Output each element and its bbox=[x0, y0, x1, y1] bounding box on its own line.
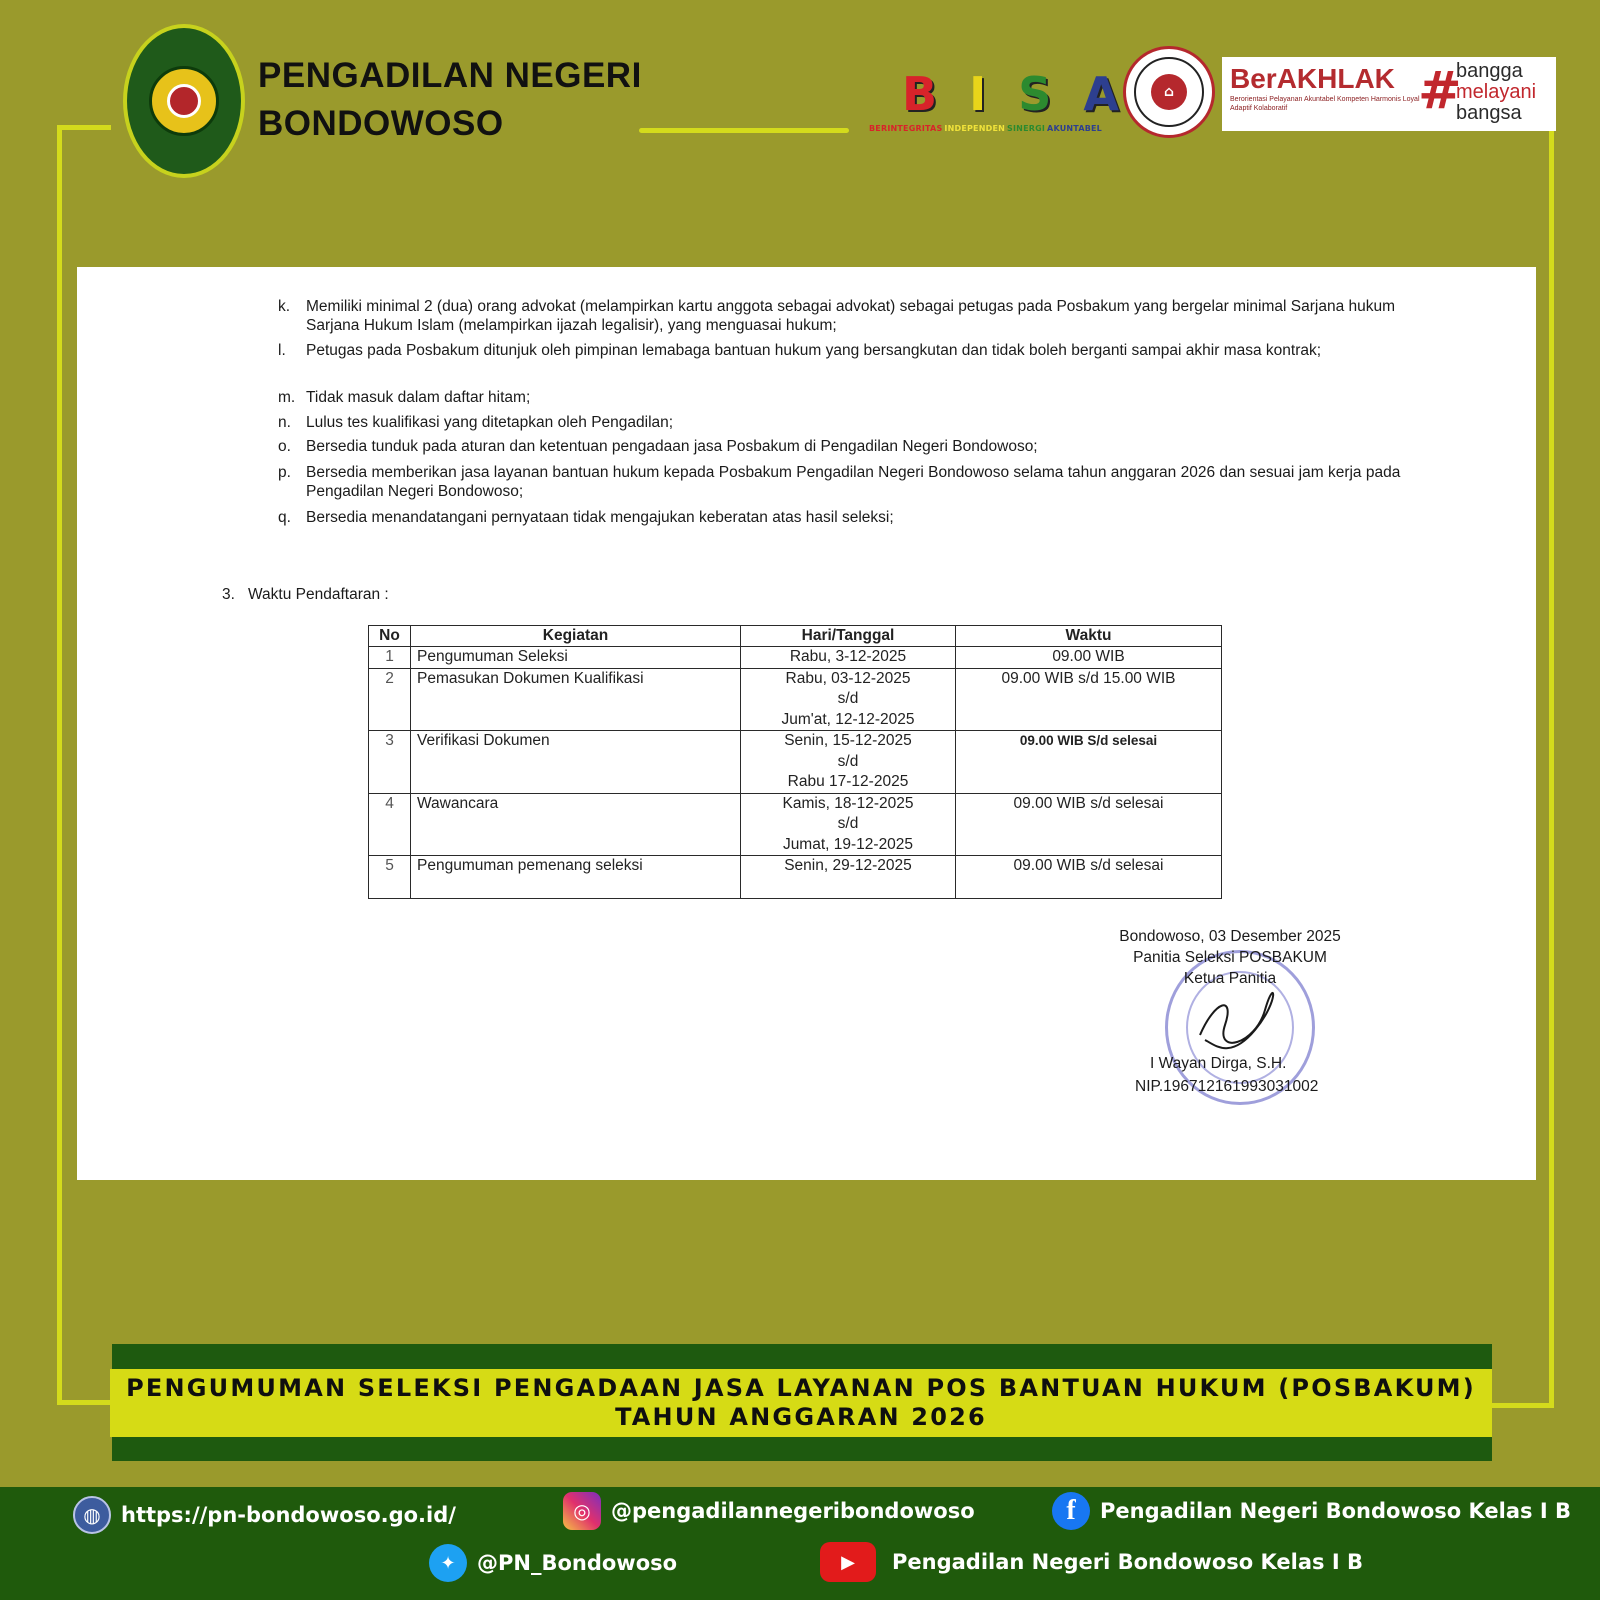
cell-waktu: 09.00 WIB s/d selesai bbox=[956, 793, 1222, 856]
bisa-letter-s: S bbox=[1018, 67, 1052, 121]
list-item bbox=[278, 508, 1426, 527]
bisa-subtitle bbox=[868, 124, 1118, 133]
footer-youtube[interactable] bbox=[820, 1542, 1363, 1582]
bisa-letter-a: A bbox=[1083, 67, 1119, 121]
date-line: Kamis, 18-12-2025 bbox=[782, 794, 914, 812]
section-title: Waktu Pendaftaran : bbox=[248, 586, 389, 603]
bisa-letter-i: I bbox=[969, 67, 987, 121]
cell-waktu: 09.00 WIB s/d selesai bbox=[956, 856, 1222, 899]
bisa-letter-b: B bbox=[902, 67, 938, 121]
frame-line-bottom-right bbox=[1492, 1403, 1554, 1408]
cell-waktu bbox=[956, 731, 1222, 794]
schedule-table bbox=[368, 625, 1222, 899]
cell-tanggal bbox=[741, 668, 956, 731]
instagram-handle[interactable]: @pengadilannegeribondowoso bbox=[611, 1499, 975, 1523]
waktu-text: 09.00 WIB S/d selesai bbox=[1019, 733, 1158, 748]
signature-block bbox=[1100, 926, 1360, 989]
list-text: Petugas pada Posbakum ditunjuk oleh pimpinan lemabaga bantuan hukum yang bersangkutan dan tidak boleh berganti sampai akhir masa kontrak; bbox=[306, 342, 1322, 359]
frame-line-right bbox=[1549, 128, 1554, 1408]
cell-waktu: 09.00 WIB s/d 15.00 WIB bbox=[956, 668, 1222, 731]
court-seal-logo bbox=[123, 24, 245, 178]
date-line: Senin, 15-12-2025 bbox=[784, 732, 912, 749]
cell-no: 5 bbox=[369, 856, 411, 899]
committee-name: Panitia Seleksi POSBAKUM bbox=[1133, 949, 1327, 966]
seal-core bbox=[167, 84, 201, 118]
cell-waktu: 09.00 WIB bbox=[956, 647, 1222, 669]
berakhlak-name: BerAKHLAK bbox=[1230, 63, 1395, 94]
list-text: Bersedia menandatangani pernyataan tidak mengajukan keberatan atas hasil seleksi; bbox=[306, 509, 894, 526]
footer-twitter[interactable] bbox=[429, 1544, 677, 1582]
table-row bbox=[369, 856, 1222, 899]
bisa-logo bbox=[868, 68, 1118, 138]
list-text: Memiliki minimal 2 (dua) orang advokat (melampirkan kartu anggota sebagai advokat) sebagai petugas pada Posbakum yang bergelar minimal Sarjana hukum Sarjana Hukum Islam (melampirkan ijazah legalisir), yang menguasai hukum; bbox=[306, 298, 1396, 334]
slogan-word-3: bangsa bbox=[1456, 102, 1522, 124]
twitter-handle[interactable]: @PN_Bondowoso bbox=[477, 1551, 678, 1575]
date-line: Jum'at, 12-12-2025 bbox=[781, 710, 915, 728]
org-name-line2: BONDOWOSO bbox=[258, 104, 504, 143]
cell-tanggal bbox=[741, 856, 956, 899]
bisa-sub-2: INDEPENDEN bbox=[944, 124, 1006, 133]
frame-line-bottom-left bbox=[57, 1400, 112, 1405]
committee-role: Ketua Panitia bbox=[1183, 970, 1277, 987]
list-item bbox=[278, 388, 1426, 407]
section-number: 3. bbox=[222, 586, 235, 603]
globe-icon: ◍ bbox=[73, 1496, 111, 1534]
hash-icon: # bbox=[1418, 61, 1462, 121]
berakhlak-logo bbox=[1222, 57, 1556, 131]
date-line: s/d bbox=[837, 690, 859, 707]
courthouse-icon: ⌂ bbox=[1151, 74, 1187, 110]
cell-kegiatan: Pemasukan Dokumen Kualifikasi bbox=[411, 668, 741, 731]
date-line: s/d bbox=[837, 752, 859, 770]
list-marker: q. bbox=[278, 509, 291, 526]
header-tanggal: Hari/Tanggal bbox=[741, 626, 956, 647]
list-text: Tidak masuk dalam daftar hitam; bbox=[306, 389, 531, 406]
date-line: Jumat, 19-12-2025 bbox=[782, 835, 914, 853]
badge-ring bbox=[1134, 57, 1204, 127]
handwritten-signature bbox=[1195, 990, 1285, 1050]
table-row bbox=[369, 668, 1222, 731]
org-name-line1: PENGADILAN NEGERI bbox=[258, 56, 642, 95]
table-row bbox=[369, 731, 1222, 794]
list-item bbox=[278, 413, 1426, 432]
section-heading bbox=[222, 585, 389, 604]
list-marker: p. bbox=[278, 464, 291, 481]
banner-line2: TAHUN ANGGARAN 2026 bbox=[615, 1403, 987, 1431]
cell-tanggal bbox=[741, 647, 956, 669]
banner-line1: PENGUMUMAN SELEKSI PENGADAAN JASA LAYANAN POS BANTUAN HUKUM (POSBAKUM) bbox=[126, 1374, 1476, 1402]
berakhlak-slogan bbox=[1456, 61, 1536, 124]
date-line: Rabu, 3-12-2025 bbox=[789, 648, 907, 665]
list-marker: o. bbox=[278, 438, 291, 455]
cell-no: 2 bbox=[369, 668, 411, 731]
list-item bbox=[278, 463, 1426, 501]
list-marker: k. bbox=[278, 298, 291, 315]
list-text: Lulus tes kualifikasi yang ditetapkan oleh Pengadilan; bbox=[306, 414, 674, 431]
list-marker: l. bbox=[278, 342, 286, 359]
footer-website[interactable] bbox=[73, 1496, 456, 1534]
twitter-icon: ✦ bbox=[429, 1544, 467, 1582]
cell-kegiatan: Wawancara bbox=[411, 793, 741, 856]
berakhlak-tagline: Berorientasi Pelayanan Akuntabel Kompeten Harmonis Loyal Adaptif Kolaboratif bbox=[1230, 96, 1420, 112]
facebook-icon: f bbox=[1052, 1492, 1090, 1530]
place-date: Bondowoso, 03 Desember 2025 bbox=[1119, 928, 1341, 945]
cell-no: 3 bbox=[369, 731, 411, 794]
cell-kegiatan: Pengumuman Seleksi bbox=[411, 647, 741, 669]
bisa-sub-1: BERINTEGRITAS bbox=[869, 124, 943, 133]
list-text: Bersedia memberikan jasa layanan bantuan hukum kepada Posbakum Pengadilan Negeri Bondowoso selama tahun anggaran 2026 dan sesuai jam kerja pada Pengadilan Negeri Bondowoso; bbox=[306, 464, 1401, 500]
facebook-page[interactable]: Pengadilan Negeri Bondowoso Kelas I B bbox=[1100, 1499, 1571, 1523]
header-no: No bbox=[369, 626, 411, 647]
seal-emblem bbox=[149, 66, 219, 136]
cell-kegiatan: Verifikasi Dokumen bbox=[411, 731, 741, 794]
list-item bbox=[278, 437, 1426, 456]
cell-tanggal bbox=[741, 731, 956, 794]
signer-nip: NIP.196712161993031002 bbox=[1135, 1078, 1319, 1095]
date-line: Rabu, 03-12-2025 bbox=[785, 669, 911, 687]
header-waktu: Waktu bbox=[956, 626, 1222, 647]
youtube-icon: ▶ bbox=[820, 1542, 876, 1582]
cell-tanggal bbox=[741, 793, 956, 856]
list-text: Bersedia tunduk pada aturan dan ketentuan pengadaan jasa Posbakum di Pengadilan Negeri Bondowoso; bbox=[306, 438, 1038, 455]
cell-no: 1 bbox=[369, 647, 411, 669]
cell-kegiatan: Pengumuman pemenang seleksi bbox=[411, 856, 741, 899]
quality-certification-badge bbox=[1123, 46, 1215, 138]
frame-line-left bbox=[57, 125, 62, 1405]
footer-instagram[interactable] bbox=[563, 1492, 975, 1530]
bisa-sub-3: SINERGI bbox=[1007, 124, 1046, 133]
list-item bbox=[278, 341, 1426, 360]
list-marker: n. bbox=[278, 414, 291, 431]
list-item bbox=[278, 297, 1426, 335]
cell-no: 4 bbox=[369, 793, 411, 856]
slogan-word-2: melayani bbox=[1456, 81, 1537, 103]
footer-facebook[interactable] bbox=[1052, 1492, 1571, 1530]
youtube-channel[interactable]: Pengadilan Negeri Bondowoso Kelas I B bbox=[892, 1550, 1363, 1574]
website-link[interactable]: https://pn-bondowoso.go.id/ bbox=[121, 1503, 456, 1527]
frame-line-top-mid bbox=[639, 128, 849, 133]
slogan-word-1: bangga bbox=[1456, 60, 1523, 82]
date-line: Senin, 29-12-2025 bbox=[784, 857, 912, 874]
bisa-sub-4: AKUNTABEL bbox=[1047, 124, 1102, 133]
signer-name: I Wayan Dirga, S.H. bbox=[1150, 1055, 1287, 1072]
frame-line-top-left bbox=[57, 125, 111, 130]
date-line: Rabu 17-12-2025 bbox=[787, 773, 909, 790]
table-row bbox=[369, 647, 1222, 669]
instagram-icon: ◎ bbox=[563, 1492, 601, 1530]
table-header-row bbox=[369, 626, 1222, 647]
list-marker: m. bbox=[278, 389, 296, 406]
header-kegiatan: Kegiatan bbox=[411, 626, 741, 647]
announcement-banner bbox=[110, 1369, 1492, 1437]
table-row bbox=[369, 793, 1222, 856]
date-line: s/d bbox=[837, 815, 859, 832]
page-title bbox=[258, 52, 642, 148]
